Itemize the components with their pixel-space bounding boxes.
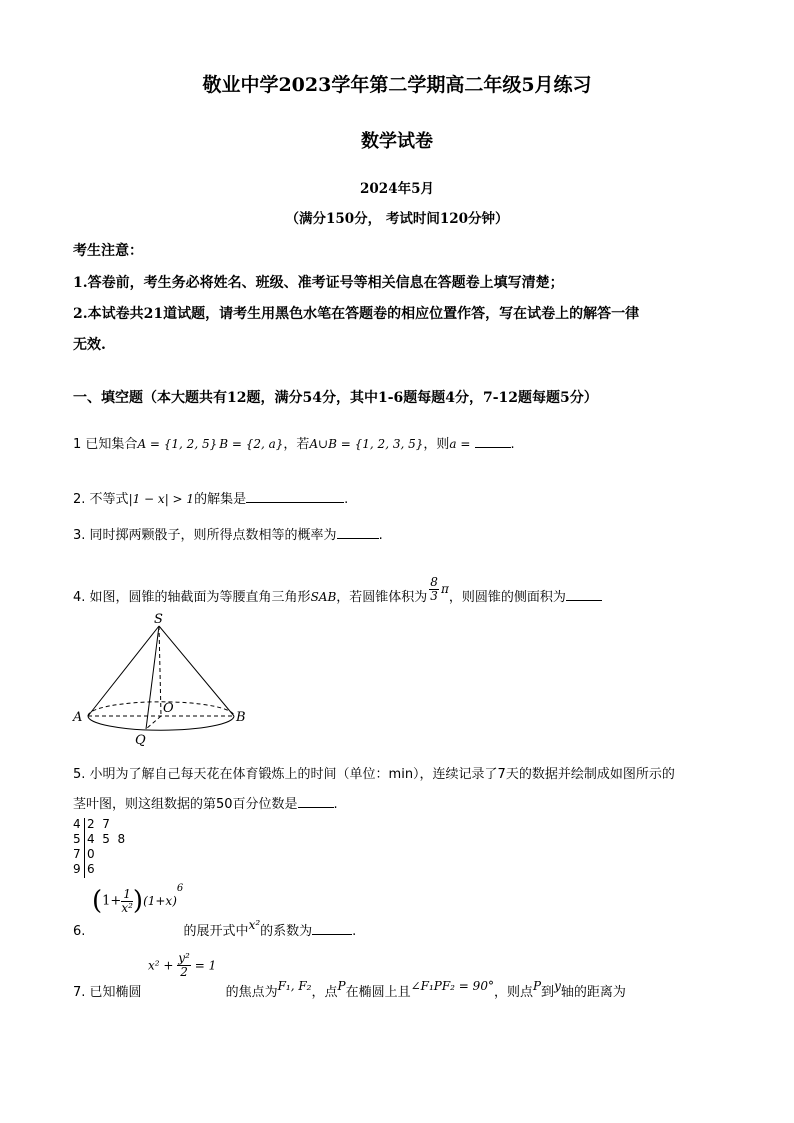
stem-row: 4 2 7 — [73, 817, 110, 831]
answer-blank[interactable] — [312, 922, 352, 935]
exam-date: 2024年5月 — [360, 181, 434, 197]
question-number: 7. — [73, 985, 86, 1000]
question-5: 5. 小明为了解自己每天花在体育锻炼上的时间（单位：min），连续记录了7天的数据并绘制成如图所示的 — [73, 767, 675, 782]
label-O: O — [163, 701, 174, 716]
question-6-expression: (1+ $\frac{1}{\text{x²}}$ )$(1+x)^6$ — [92, 883, 184, 916]
label-A: A — [73, 710, 83, 725]
stem-leaf-plot — [73, 817, 153, 877]
exam-title: 敬业中学2023学年第二学期高二年级5月练习 — [202, 74, 592, 96]
answer-blank[interactable] — [337, 526, 379, 539]
question-number: 5. — [73, 767, 86, 782]
question-5-cont: 茎叶图，则这组数据的第50百分位数是 . — [73, 797, 338, 812]
answer-blank[interactable] — [246, 490, 344, 503]
cone-figure — [70, 612, 260, 752]
answer-blank[interactable] — [475, 435, 511, 448]
notice-heading: 考生注意： — [73, 243, 143, 259]
label-B: B — [236, 710, 246, 725]
question-number: 2. — [73, 492, 86, 507]
question-3: 3. 同时掷两颗骰子，则所得点数相等的概率为 . — [73, 528, 383, 543]
exam-subtitle: 数学试卷 — [361, 131, 433, 152]
notice-line-2-cont: 无效. — [73, 337, 106, 353]
stem-row: 7 0 — [73, 847, 95, 861]
stem-leaf-divider — [84, 818, 85, 878]
question-2: 2. 不等式|1 − x| > 1的解集是 . — [73, 492, 349, 507]
notice-line-2: 2.本试卷共21道试题，请考生用黑色水笔在答题卷的相应位置作答，写在试卷上的解答一律 — [73, 306, 640, 322]
answer-blank[interactable] — [298, 795, 334, 808]
section-heading: 一、填空题（本大题共有12题，满分54分，其中1-6题每题4分，7-12题每题5分） — [73, 390, 598, 406]
answer-blank[interactable] — [566, 588, 602, 601]
label-Q: Q — [135, 733, 146, 748]
question-4: 4. 如图，圆锥的轴截面为等腰直角三角形SAB，若圆锥体积为 $\frac{8}{3}$ π，则圆锥的侧面积为 — [73, 584, 602, 611]
volume-fraction: $\frac{8}{3}$ — [430, 575, 438, 603]
question-6: 6. 的展开式中x²的系数为 . — [73, 918, 357, 939]
cone-base-front — [88, 716, 234, 730]
question-number: 1 — [73, 437, 82, 452]
question-1: 1 已知集合A = {1, 2, 5} B = {2, a}，若A∪B = {1, 2, 3, 5}，则a = . — [73, 437, 515, 452]
exam-info: （满分150分， 考试时间120分钟） — [285, 211, 509, 227]
question-number: 3. — [73, 528, 86, 543]
stem-row: 9 6 — [73, 862, 95, 876]
question-7-ellipse: x² + $\frac{\text{y²}}{2}$ = 1 — [148, 951, 217, 979]
stem-row: 5 4 5 8 — [73, 832, 126, 846]
question-7: 7. 已知椭圆 的焦点为F₁, F₂，点P在椭圆上且∠F₁PF₂ = 90°，则点P到y轴的距离为 — [73, 979, 626, 1000]
radius-OQ — [146, 716, 161, 729]
question-number: 6. — [73, 924, 86, 939]
height-SO — [159, 626, 161, 716]
notice-line-1: 1.答卷前，考生务必将姓名、班级、准考证号等相关信息在答题卷上填写清楚； — [73, 275, 564, 291]
question-number: 4. — [73, 590, 86, 605]
label-S: S — [154, 612, 163, 627]
edge-SQ — [146, 626, 159, 729]
